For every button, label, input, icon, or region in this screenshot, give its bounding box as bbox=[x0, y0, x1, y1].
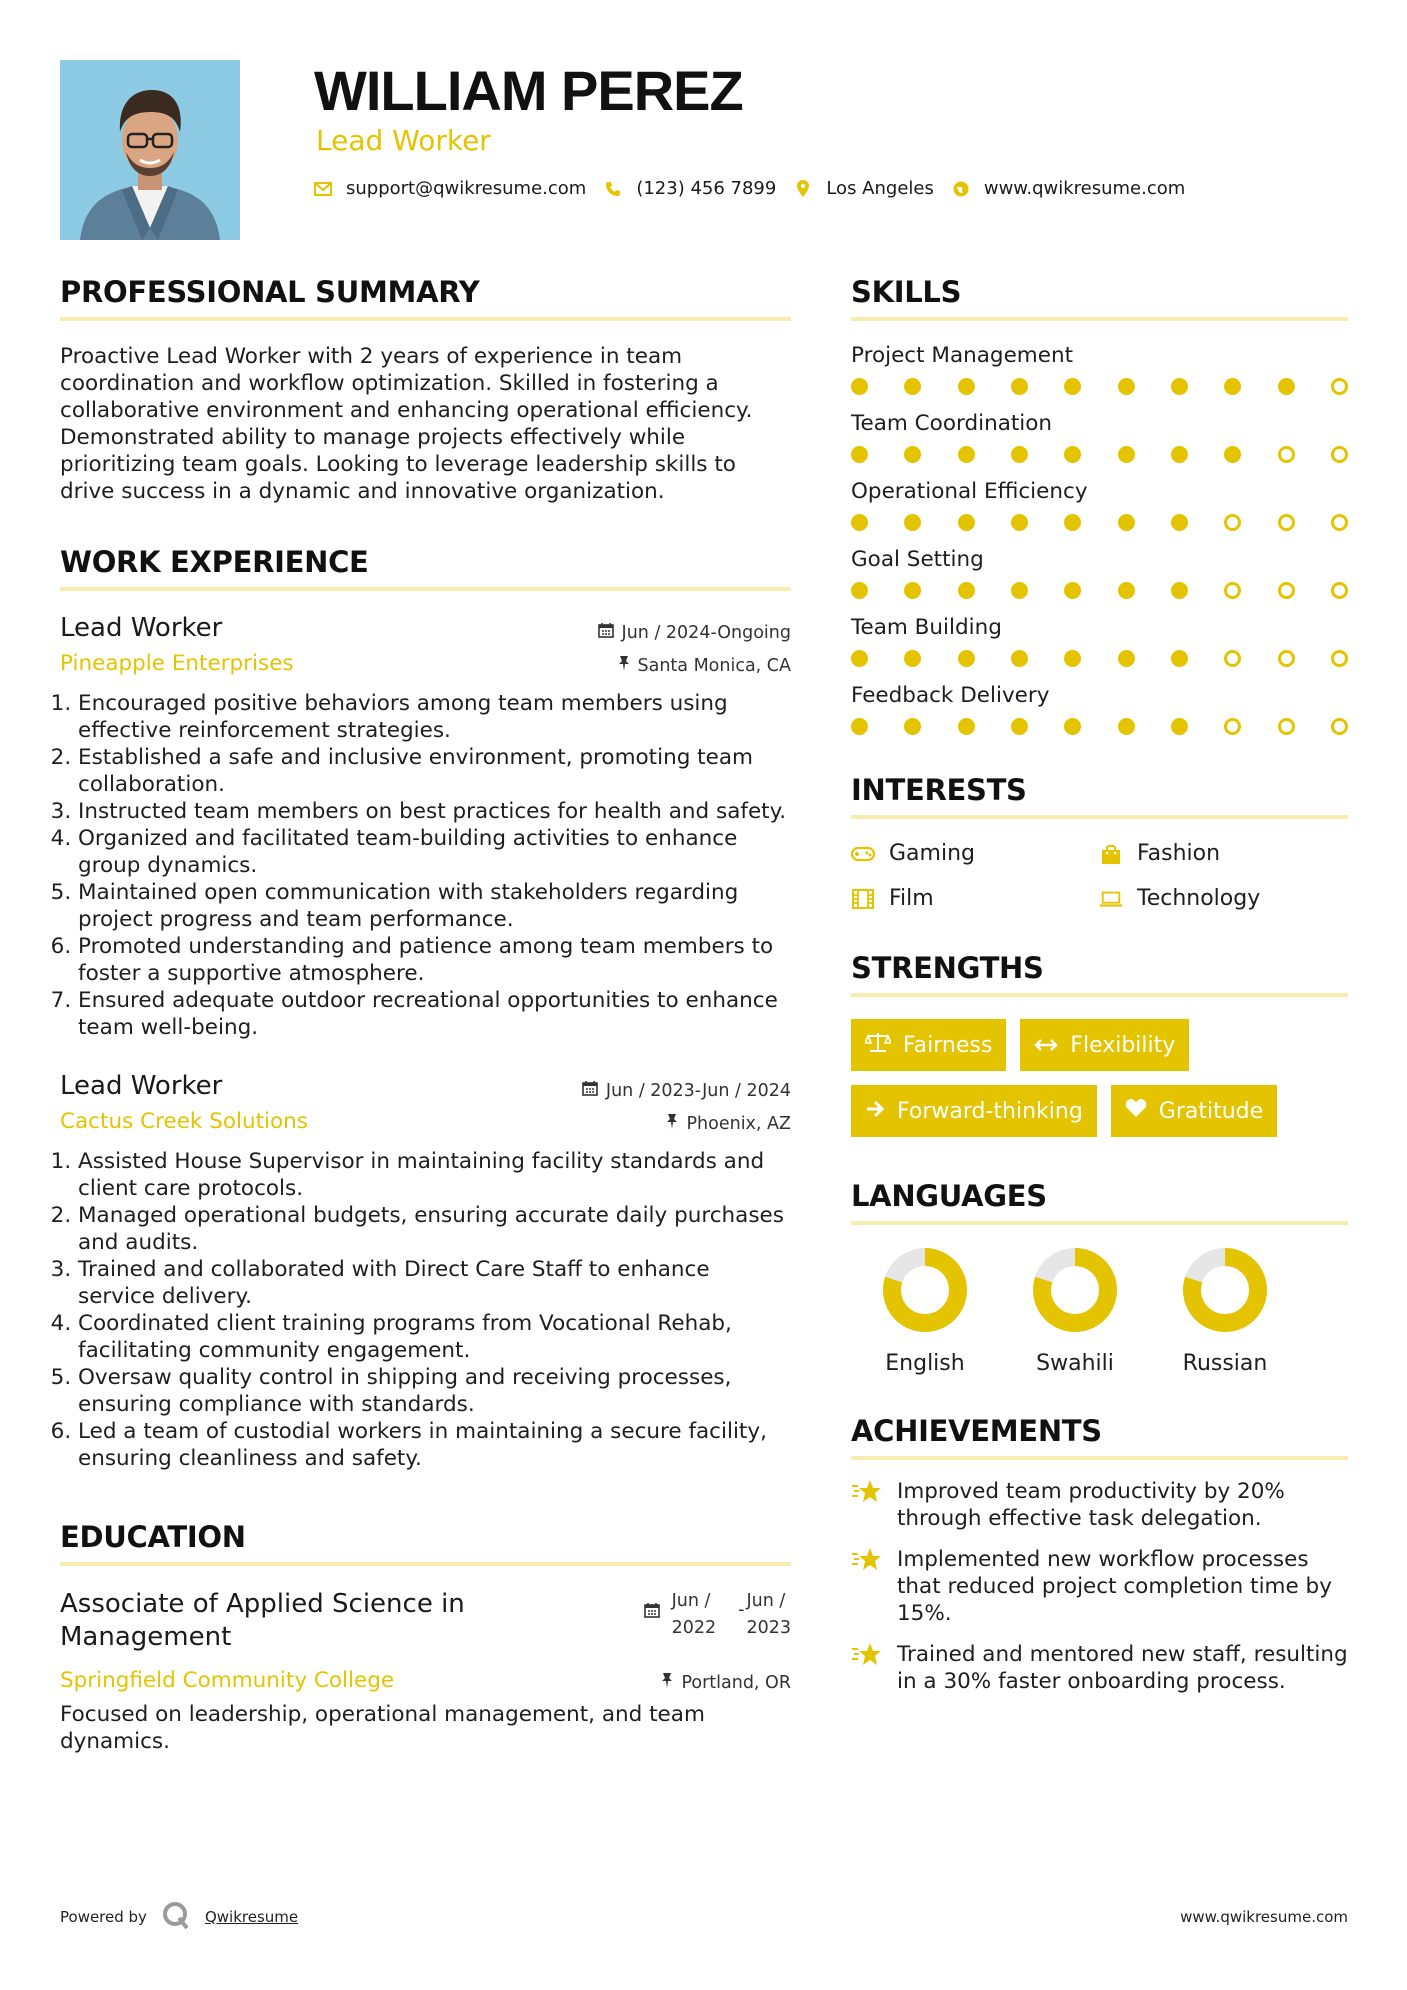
education-description: Focused on leadership, operational management, and team dynamics. bbox=[60, 1702, 705, 1754]
skills-list bbox=[851, 343, 1348, 735]
job-entry bbox=[60, 1071, 791, 1472]
rating-dot-filled bbox=[1224, 378, 1241, 395]
skill-rating bbox=[851, 650, 1348, 667]
rating-dot-empty bbox=[1278, 582, 1295, 599]
contact-email[interactable] bbox=[314, 178, 586, 199]
skill-name: Feedback Delivery bbox=[851, 683, 1050, 708]
skills-heading: SKILLS bbox=[851, 275, 1348, 321]
strength-tag bbox=[851, 1019, 1006, 1071]
job-title: Lead Worker bbox=[60, 1071, 223, 1101]
interest-label: Film bbox=[889, 886, 934, 911]
rating-dot-filled bbox=[958, 650, 975, 667]
rating-dot-filled bbox=[1278, 378, 1295, 395]
skill-rating bbox=[851, 446, 1348, 463]
degree-title: Associate of Applied Science in Management bbox=[60, 1589, 465, 1652]
gamepad-icon bbox=[851, 843, 875, 865]
skill-rating bbox=[851, 582, 1348, 599]
skill-name: Operational Efficiency bbox=[851, 479, 1088, 504]
rating-dot-empty bbox=[1331, 446, 1348, 463]
job-bullet: 1. Assisted House Supervisor in maintaining facility standards and client care protocols. bbox=[78, 1148, 791, 1202]
footer-website[interactable]: www.qwikresume.com bbox=[1180, 1908, 1348, 1926]
phone-icon bbox=[604, 180, 622, 198]
strength-tag bbox=[1020, 1019, 1189, 1071]
job-dates bbox=[582, 1080, 791, 1101]
interest-label: Fashion bbox=[1137, 841, 1221, 866]
job-bullet: 6. Promoted understanding and patience among team members to foster a supportive atmosphere. bbox=[78, 933, 791, 987]
pin-icon bbox=[666, 1113, 678, 1134]
rating-dot-filled bbox=[1064, 582, 1081, 599]
rating-dot-filled bbox=[958, 514, 975, 531]
skill-item bbox=[851, 547, 1348, 599]
experience-heading: WORK EXPERIENCE bbox=[60, 545, 791, 591]
rating-dot-filled bbox=[958, 446, 975, 463]
skill-rating bbox=[851, 718, 1348, 735]
rating-dot-empty bbox=[1224, 718, 1241, 735]
rating-dot-empty bbox=[1278, 718, 1295, 735]
education-dates bbox=[644, 1588, 791, 1642]
strength-tag bbox=[1111, 1085, 1277, 1137]
skill-item bbox=[851, 343, 1348, 395]
rating-dot-filled bbox=[958, 378, 975, 395]
job-bullets bbox=[60, 1148, 791, 1472]
candidate-role: Lead Worker bbox=[316, 124, 491, 157]
rating-dot-filled bbox=[1011, 514, 1028, 531]
achievement-text: Improved team productivity by 20% through effective task delegation. bbox=[897, 1479, 1285, 1531]
skill-rating bbox=[851, 378, 1348, 395]
achievement-text: Implemented new workflow processes that reduced project completion time by 15%. bbox=[897, 1547, 1332, 1626]
rating-dot-filled bbox=[1064, 446, 1081, 463]
strength-label: Flexibility bbox=[1070, 1032, 1176, 1058]
rating-dot-filled bbox=[851, 514, 868, 531]
rating-dot-filled bbox=[1171, 446, 1188, 463]
rating-dot-filled bbox=[851, 582, 868, 599]
achievement-item bbox=[851, 1546, 1348, 1627]
rating-dot-filled bbox=[1171, 718, 1188, 735]
star-icon bbox=[851, 1641, 883, 1669]
rating-dot-filled bbox=[1011, 378, 1028, 395]
achievement-item bbox=[851, 1478, 1348, 1532]
rating-dot-filled bbox=[904, 582, 921, 599]
rating-dot-filled bbox=[1171, 582, 1188, 599]
skill-name: Project Management bbox=[851, 343, 1074, 368]
job-location bbox=[618, 655, 792, 676]
school-name: Springfield Community College bbox=[60, 1668, 395, 1693]
rating-dot-filled bbox=[904, 514, 921, 531]
skills-section bbox=[851, 275, 1348, 735]
rating-dot-filled bbox=[958, 582, 975, 599]
job-bullet: 2. Established a safe and inclusive environment, promoting team collaboration. bbox=[78, 744, 791, 798]
rating-dot-empty bbox=[1331, 582, 1348, 599]
calendar-icon bbox=[598, 622, 614, 643]
rating-dot-empty bbox=[1278, 446, 1295, 463]
balance-scale-icon bbox=[865, 1031, 891, 1059]
contact-location-text: Los Angeles bbox=[826, 178, 934, 199]
rating-dot-filled bbox=[1011, 582, 1028, 599]
rating-dot-filled bbox=[1118, 378, 1135, 395]
education-date-dash: - bbox=[738, 1600, 745, 1620]
education-start-year: 2022 bbox=[671, 1618, 717, 1638]
rating-dot-filled bbox=[851, 446, 868, 463]
footer-branding bbox=[60, 1900, 298, 1934]
laptop-icon bbox=[1099, 888, 1123, 910]
skill-name: Goal Setting bbox=[851, 547, 984, 572]
interest-item bbox=[851, 886, 1099, 911]
rating-dot-filled bbox=[1011, 718, 1028, 735]
contact-bar bbox=[314, 178, 1185, 199]
rating-dot-filled bbox=[1118, 514, 1135, 531]
interests-grid bbox=[851, 841, 1348, 911]
job-location-text: Phoenix, AZ bbox=[686, 1113, 791, 1134]
rating-dot-empty bbox=[1331, 650, 1348, 667]
job-dates bbox=[598, 622, 791, 643]
contact-phone-text: (123) 456 7899 bbox=[636, 178, 777, 199]
rating-dot-filled bbox=[1064, 514, 1081, 531]
skill-name: Team Building bbox=[851, 615, 1002, 640]
person-photo-illustration bbox=[60, 60, 240, 240]
profile-photo bbox=[60, 60, 240, 240]
map-marker-icon bbox=[794, 180, 812, 198]
rating-dot-filled bbox=[904, 718, 921, 735]
arrows-horizontal-icon bbox=[1034, 1033, 1058, 1058]
language-name: Russian bbox=[1182, 1351, 1268, 1376]
rating-dot-empty bbox=[1278, 650, 1295, 667]
job-entry bbox=[60, 613, 791, 1041]
education-end-year: 2023 bbox=[746, 1618, 791, 1638]
rating-dot-filled bbox=[904, 378, 921, 395]
summary-heading: PROFESSIONAL SUMMARY bbox=[60, 275, 791, 321]
star-icon bbox=[851, 1546, 883, 1574]
language-proficiency-ring bbox=[882, 1247, 968, 1333]
education-start-month: Jun / bbox=[671, 1591, 711, 1611]
rating-dot-empty bbox=[1331, 718, 1348, 735]
rating-dot-empty bbox=[1331, 378, 1348, 395]
interest-item bbox=[851, 841, 1099, 866]
rating-dot-filled bbox=[1011, 446, 1028, 463]
education-section bbox=[60, 1520, 791, 1755]
candidate-name: WILLIAM PEREZ bbox=[314, 59, 743, 122]
achievement-item bbox=[851, 1641, 1348, 1695]
rating-dot-filled bbox=[1171, 514, 1188, 531]
rating-dot-filled bbox=[1118, 582, 1135, 599]
rating-dot-filled bbox=[1064, 650, 1081, 667]
job-company: Cactus Creek Solutions bbox=[60, 1109, 309, 1134]
right-column bbox=[851, 275, 1348, 1709]
rating-dot-filled bbox=[1064, 378, 1081, 395]
language-proficiency-ring bbox=[1032, 1247, 1118, 1333]
heart-icon bbox=[1125, 1098, 1147, 1124]
rating-dot-filled bbox=[1171, 650, 1188, 667]
contact-website-text: www.qwikresume.com bbox=[983, 178, 1186, 199]
summary-text: Proactive Lead Worker with 2 years of experience in team coordination and workflow optimization. Skilled in fostering a collaborative environment and enhancing operational efficiency. Demonstrated ability to manage projects effectively while prioritizing team goals. Looking to leverage leadership skills to drive success in a dynamic and innovative organization. bbox=[60, 344, 753, 504]
summary-section bbox=[60, 275, 791, 505]
school-location bbox=[661, 1672, 791, 1693]
rating-dot-filled bbox=[1224, 446, 1241, 463]
rating-dot-empty bbox=[1224, 582, 1241, 599]
job-bullet: 1. Encouraged positive behaviors among team members using effective reinforcement strategies. bbox=[78, 690, 791, 744]
rating-dot-empty bbox=[1278, 514, 1295, 531]
contact-phone[interactable] bbox=[604, 178, 776, 199]
skill-item bbox=[851, 479, 1348, 531]
job-bullet: 6. Led a team of custodial workers in maintaining a secure facility, ensuring cleanliness and safety. bbox=[78, 1418, 791, 1472]
languages-section bbox=[851, 1179, 1348, 1376]
globe-icon bbox=[952, 180, 970, 198]
strengths-section bbox=[851, 951, 1348, 1137]
interest-label: Gaming bbox=[889, 841, 975, 866]
strength-label: Fairness bbox=[903, 1032, 993, 1058]
interest-item bbox=[1099, 841, 1347, 866]
education-heading: EDUCATION bbox=[60, 1520, 791, 1566]
skill-item bbox=[851, 411, 1348, 463]
skill-item bbox=[851, 615, 1348, 667]
job-bullets bbox=[60, 690, 791, 1041]
rating-dot-filled bbox=[851, 378, 868, 395]
achievements-heading: ACHIEVEMENTS bbox=[851, 1414, 1348, 1460]
rating-dot-filled bbox=[851, 650, 868, 667]
languages-list bbox=[865, 1247, 1285, 1376]
rating-dot-empty bbox=[1331, 514, 1348, 531]
achievement-text: Trained and mentored new staff, resulting in a 30% faster onboarding process. bbox=[897, 1642, 1348, 1694]
shopping-bag-icon bbox=[1099, 843, 1123, 865]
job-bullet: 3. Instructed team members on best practices for health and safety. bbox=[78, 798, 791, 825]
interests-section bbox=[851, 773, 1348, 911]
star-icon bbox=[851, 1478, 883, 1506]
strength-label: Gratitude bbox=[1158, 1098, 1264, 1124]
pin-icon bbox=[661, 1672, 673, 1693]
job-bullet: 5. Maintained open communication with stakeholders regarding project progress and team performance. bbox=[78, 879, 791, 933]
film-icon bbox=[851, 888, 875, 910]
footer bbox=[60, 1900, 1348, 1934]
job-bullet: 2. Managed operational budgets, ensuring accurate daily purchases and audits. bbox=[78, 1202, 791, 1256]
rating-dot-filled bbox=[1118, 650, 1135, 667]
school-location-text: Portland, OR bbox=[681, 1672, 791, 1693]
calendar-icon bbox=[644, 1602, 660, 1623]
rating-dot-empty bbox=[1224, 650, 1241, 667]
rating-dot-filled bbox=[904, 446, 921, 463]
arrow-right-icon bbox=[865, 1099, 885, 1124]
language-proficiency-ring bbox=[1182, 1247, 1268, 1333]
strength-label: Forward-thinking bbox=[897, 1098, 1083, 1124]
rating-dot-filled bbox=[958, 718, 975, 735]
skill-name: Team Coordination bbox=[851, 411, 1053, 436]
rating-dot-filled bbox=[1011, 650, 1028, 667]
left-column bbox=[60, 275, 791, 1755]
job-location bbox=[666, 1113, 791, 1134]
job-bullet: 4. Coordinated client training programs from Vocational Rehab, facilitating community engagement. bbox=[78, 1310, 791, 1364]
job-bullet: 3. Trained and collaborated with Direct Care Staff to enhance service delivery. bbox=[78, 1256, 791, 1310]
job-company: Pineapple Enterprises bbox=[60, 651, 294, 676]
calendar-icon bbox=[582, 1080, 598, 1101]
rating-dot-filled bbox=[1171, 378, 1188, 395]
language-name: Swahili bbox=[1036, 1351, 1114, 1376]
rating-dot-filled bbox=[1118, 718, 1135, 735]
rating-dot-filled bbox=[904, 650, 921, 667]
skill-rating bbox=[851, 514, 1348, 531]
contact-location bbox=[794, 178, 934, 199]
job-bullet: 5. Oversaw quality control in shipping and receiving processes, ensuring compliance with standards. bbox=[78, 1364, 791, 1418]
contact-email-text: support@qwikresume.com bbox=[346, 178, 587, 199]
job-bullet: 4. Organized and facilitated team-building activities to enhance group dynamics. bbox=[78, 825, 791, 879]
rating-dot-filled bbox=[1064, 718, 1081, 735]
job-dates-text: Jun / 2023-Jun / 2024 bbox=[605, 1080, 791, 1101]
pin-icon bbox=[618, 655, 630, 676]
job-bullet: 7. Ensured adequate outdoor recreational opportunities to enhance team well-being. bbox=[78, 987, 791, 1041]
education-end-month: Jun / bbox=[746, 1591, 786, 1611]
contact-website[interactable] bbox=[952, 178, 1185, 199]
powered-by-text: Powered by bbox=[60, 1908, 147, 1926]
language-name: English bbox=[885, 1351, 965, 1376]
rating-dot-empty bbox=[1224, 514, 1241, 531]
brand-link[interactable]: Qwikresume bbox=[204, 1908, 299, 1926]
interest-label: Technology bbox=[1137, 886, 1261, 911]
interests-heading: INTERESTS bbox=[851, 773, 1348, 819]
skill-item bbox=[851, 683, 1348, 735]
interest-item bbox=[1099, 886, 1347, 911]
achievements-list bbox=[851, 1478, 1348, 1695]
experience-section bbox=[60, 545, 791, 1472]
achievements-section bbox=[851, 1414, 1348, 1695]
job-location-text: Santa Monica, CA bbox=[637, 655, 791, 676]
job-title: Lead Worker bbox=[60, 613, 223, 643]
strengths-heading: STRENGTHS bbox=[851, 951, 1348, 997]
strengths-tags bbox=[851, 1019, 1348, 1137]
rating-dot-filled bbox=[1118, 446, 1135, 463]
language-item bbox=[1165, 1247, 1285, 1376]
job-dates-text: Jun / 2024-Ongoing bbox=[621, 622, 791, 643]
strength-tag bbox=[851, 1085, 1097, 1137]
rating-dot-filled bbox=[851, 718, 868, 735]
language-item bbox=[1015, 1247, 1135, 1376]
envelope-icon bbox=[314, 180, 332, 198]
language-item bbox=[865, 1247, 985, 1376]
languages-heading: LANGUAGES bbox=[851, 1179, 1348, 1225]
qwikresume-logo-icon bbox=[161, 1900, 191, 1934]
